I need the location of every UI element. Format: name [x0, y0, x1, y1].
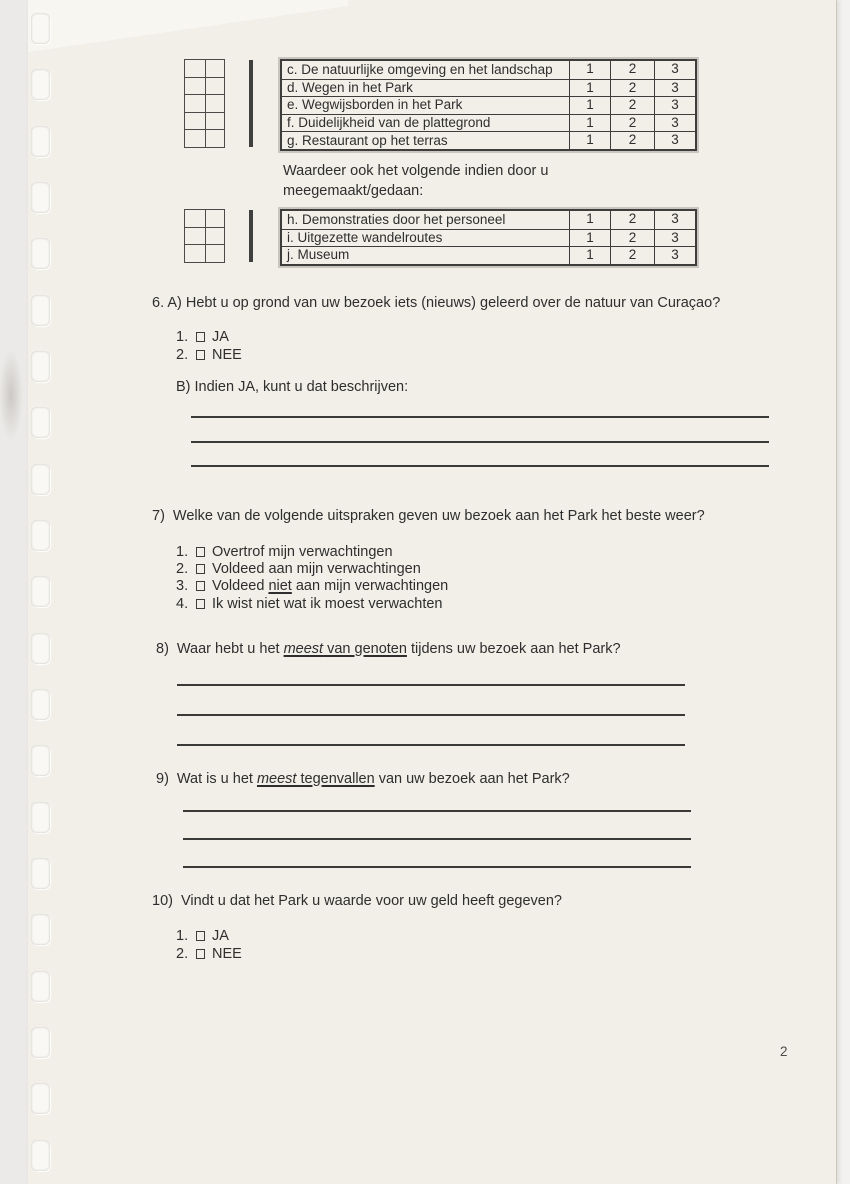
rating-row-label: f. Duidelijkheid van de plattegrond: [287, 115, 491, 131]
rating-option[interactable]: 2: [610, 211, 654, 229]
table-row: [282, 211, 695, 229]
coding-grid-cell: [205, 77, 225, 95]
question-text: Waar hebt u het meest van genoten tijdens uw bezoek aan het Park?: [176, 641, 621, 657]
rating-option[interactable]: 2: [610, 132, 654, 149]
checkbox-icon[interactable]: [196, 599, 205, 609]
coding-grid-3x2: [184, 209, 225, 263]
paper-crease-highlight: [28, 0, 348, 52]
question-9-title: [156, 771, 570, 787]
rating-row-label: c. De natuurlijke omgeving en het landschap: [287, 61, 553, 77]
scanner-background-left: [0, 0, 28, 1184]
rating-option[interactable]: 3: [654, 115, 695, 132]
rating-option[interactable]: 1: [569, 211, 610, 229]
instruction-note: [283, 161, 548, 201]
rating-option[interactable]: 1: [569, 132, 610, 149]
question-text: Wat is u het meest tegenvallen van uw bezoek aan het Park?: [176, 771, 570, 787]
coding-grid-cell: [205, 112, 225, 130]
checkbox-icon[interactable]: [196, 931, 205, 941]
coding-grid-cell: [185, 244, 205, 262]
q6-option-ja: [176, 329, 229, 345]
option-number: 1.: [176, 544, 189, 560]
binding-hole: [31, 520, 50, 551]
scanner-background-right: [836, 0, 850, 1184]
option-number: 2.: [176, 347, 189, 363]
page-number: 2: [780, 1044, 788, 1059]
rating-row-label: i. Uitgezette wandelroutes: [287, 229, 443, 245]
answer-line[interactable]: [177, 684, 685, 686]
binding-hole: [31, 1083, 50, 1114]
option-number: 4.: [176, 596, 189, 612]
coding-grid-5x2: [184, 59, 225, 148]
coding-grid-cell: [205, 60, 225, 77]
q6-option-nee: [176, 347, 242, 363]
q10-option-ja: [176, 928, 229, 944]
rating-option[interactable]: 1: [569, 115, 610, 132]
coding-grid-cell: [205, 94, 225, 112]
rating-row-label: h. Demonstraties door het personeel: [287, 211, 506, 227]
question-10-title: [152, 893, 562, 909]
answer-line[interactable]: [191, 465, 769, 467]
binding-hole: [31, 914, 50, 945]
rating-option[interactable]: 2: [610, 115, 654, 132]
rating-option[interactable]: 1: [569, 61, 610, 79]
separator-bar: [249, 210, 253, 262]
answer-line[interactable]: [183, 866, 691, 868]
rating-option[interactable]: 2: [610, 80, 654, 97]
option-number: 2.: [176, 561, 189, 577]
binding-hole: [31, 238, 50, 269]
option-label: Overtrof mijn verwachtingen: [212, 544, 393, 560]
question-number: 7): [152, 508, 165, 524]
table-row: [282, 246, 695, 264]
rating-option[interactable]: 3: [654, 230, 695, 247]
rating-option[interactable]: 3: [654, 211, 695, 229]
checkbox-icon[interactable]: [196, 949, 205, 959]
rating-option[interactable]: 1: [569, 80, 610, 97]
checkbox-icon[interactable]: [196, 547, 205, 557]
checkbox-icon[interactable]: [196, 581, 205, 591]
coding-grid-cell: [185, 210, 205, 227]
option-number: 1.: [176, 329, 189, 345]
table-row: [282, 114, 695, 132]
binding-hole: [31, 464, 50, 495]
coding-grid-cell: [185, 77, 205, 95]
option-label: NEE: [212, 347, 242, 363]
option-label: Voldeed niet aan mijn verwachtingen: [212, 578, 449, 594]
scan-smudge: [0, 330, 28, 460]
binding-hole: [31, 689, 50, 720]
rating-table-2: [280, 209, 697, 266]
binding-hole: [31, 351, 50, 382]
table-row: [282, 131, 695, 149]
answer-line[interactable]: [191, 416, 769, 418]
answer-line[interactable]: [183, 810, 691, 812]
question-number: 9): [156, 771, 169, 787]
rating-option[interactable]: 2: [610, 61, 654, 79]
rating-row-label: e. Wegwijsborden in het Park: [287, 97, 463, 113]
rating-option[interactable]: 1: [569, 247, 610, 264]
coding-grid-cell: [185, 227, 205, 245]
table-row: [282, 229, 695, 247]
coding-grid-cell: [205, 129, 225, 147]
instruction-note-line1: Waardeer ook het volgende indien door u: [283, 163, 549, 179]
coding-grid-cell: [185, 112, 205, 130]
binding-hole: [31, 407, 50, 438]
rating-option[interactable]: 1: [569, 97, 610, 114]
answer-line[interactable]: [191, 441, 769, 443]
rating-table-1: [280, 59, 697, 151]
q7-option-1: [176, 544, 393, 560]
binding-hole: [31, 858, 50, 889]
coding-grid-cell: [185, 60, 205, 77]
coding-grid-cell: [185, 129, 205, 147]
coding-grid-cell: [205, 210, 225, 227]
checkbox-icon[interactable]: [196, 332, 205, 342]
question-number: 10): [152, 893, 173, 909]
binding-hole: [31, 295, 50, 326]
option-label: JA: [212, 329, 229, 345]
rating-option[interactable]: 3: [654, 80, 695, 97]
rating-row-label: g. Restaurant op het terras: [287, 132, 448, 148]
coding-grid-cell: [185, 94, 205, 112]
table-row: [282, 61, 695, 79]
question-6a-title: 6. A) Hebt u op grond van uw bezoek iets (nieuws) geleerd over de natuur van Curaçao?: [152, 295, 721, 311]
checkbox-icon[interactable]: [196, 564, 205, 574]
option-number: 1.: [176, 928, 189, 944]
option-label: Ik wist niet wat ik moest verwachten: [212, 596, 443, 612]
separator-bar: [249, 60, 253, 147]
option-label: NEE: [212, 946, 242, 962]
rating-row-label: d. Wegen in het Park: [287, 79, 413, 95]
question-text: Vindt u dat het Park u waarde voor uw geld heeft gegeven?: [180, 893, 562, 909]
rating-option[interactable]: 3: [654, 97, 695, 114]
rating-option[interactable]: 1: [569, 230, 610, 247]
answer-line[interactable]: [177, 714, 685, 716]
q10-option-nee: [176, 946, 242, 962]
answer-line[interactable]: [177, 744, 685, 746]
option-number: 3.: [176, 578, 189, 594]
rating-option[interactable]: 3: [654, 61, 695, 79]
binding-hole: [31, 971, 50, 1002]
question-text: Welke van de volgende uitspraken geven uw bezoek aan het Park het beste weer?: [172, 508, 705, 524]
question-6b-title: B) Indien JA, kunt u dat beschrijven:: [176, 379, 409, 395]
binding-hole: [31, 13, 50, 44]
option-label: Voldeed aan mijn verwachtingen: [212, 561, 421, 577]
rating-option[interactable]: 2: [610, 247, 654, 264]
binding-hole: [31, 182, 50, 213]
table-row: [282, 96, 695, 114]
checkbox-icon[interactable]: [196, 350, 205, 360]
binding-hole: [31, 745, 50, 776]
option-label: JA: [212, 928, 229, 944]
option-number: 2.: [176, 946, 189, 962]
answer-line[interactable]: [183, 838, 691, 840]
binding-hole: [31, 69, 50, 100]
question-7-title: [152, 508, 705, 524]
binding-hole: [31, 126, 50, 157]
binding-hole: [31, 576, 50, 607]
binding-hole: [31, 1140, 50, 1171]
rating-row-label: j. Museum: [287, 247, 350, 263]
question-number: 8): [156, 641, 169, 657]
binding-hole: [31, 1027, 50, 1058]
coding-grid-cell: [205, 244, 225, 262]
coding-grid-cell: [205, 227, 225, 245]
q7-option-3: [176, 578, 448, 594]
q7-option-2: [176, 561, 421, 577]
q7-option-4: [176, 596, 442, 612]
table-row: [282, 79, 695, 97]
rating-option[interactable]: 2: [610, 230, 654, 247]
rating-option[interactable]: 3: [654, 132, 695, 149]
binding-hole: [31, 802, 50, 833]
question-8-title: [156, 641, 621, 657]
rating-option[interactable]: 2: [610, 97, 654, 114]
rating-option[interactable]: 3: [654, 247, 695, 264]
instruction-note-line2: meegemaakt/gedaan:: [283, 183, 424, 199]
binding-hole: [31, 633, 50, 664]
